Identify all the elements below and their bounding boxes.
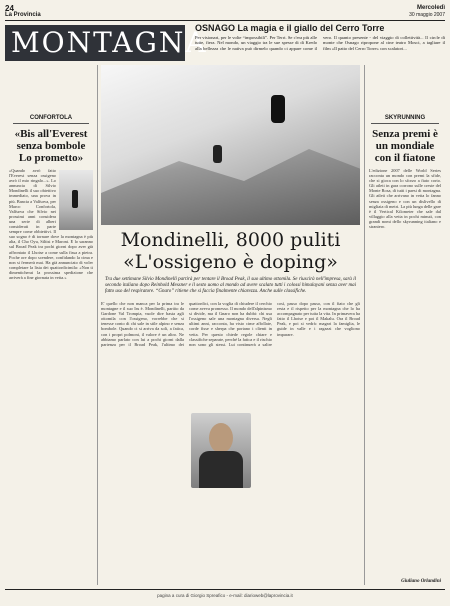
masthead-left — [5, 5, 41, 19]
section-title: MONTAGNA — [5, 25, 185, 61]
masthead-right — [409, 5, 445, 19]
right-quote-headline: Senza premi è un mondiale con il fiatone — [372, 128, 438, 164]
right-body-text: L'edizione 2007 delle World Series racconta un mondo con premi la sfide, che si gioca con lo sforzo a fiato corto. Gli atleti in gara corrono sulle creste del Monte Rosa, di tutti i paesi di montagna. Gli atleti che arrivano in vetta lo fanno senza ossigeno e con un dislivello di migliaia di metri. La più lunga delle gare è il Vertical Kilometer che sale dal villaggio alla vetta in pochi minuti, con grandi nomi dello skyrunning italiano e straniero. — [369, 168, 441, 230]
author-signature: Giuliano Orlandini — [401, 579, 441, 584]
left-body — [5, 168, 97, 280]
mountain-ridge — [101, 145, 360, 225]
climber-photo — [59, 170, 93, 230]
masthead-rule — [5, 20, 445, 21]
left-column — [5, 65, 98, 585]
climber-silhouette-small — [213, 145, 222, 163]
footer-credit: pagina a cura di Giorgio Spreafico - e-mail: diarioweb@laprovincia.it — [157, 593, 293, 598]
footer-rule — [5, 589, 445, 590]
left-category: CONFORTOLA — [13, 115, 89, 124]
portrait-coat — [199, 451, 243, 488]
portrait-photo — [191, 413, 251, 488]
main-photo — [101, 65, 360, 225]
standfirst: Tra due settimane Silvio Mondinelli partirà per tentare il Broad Peak, il suo ultimo ottomila. Se riuscirà nell'impresa, sarà il secondo italiano dopo Reinhold Messner e il sesto uomo al mondo ad avere scalato tutti i colossi himalayani senza aver mai fatto uso del respiratore. “Gnaro” ritiene che si faccia finalmente chiarezza. Anche sulle classifiche. — [105, 277, 356, 294]
weekday: Mercoledì — [416, 5, 445, 11]
left-quote-headline: «Bis all'Everest senza bombole Lo prometto» — [14, 128, 88, 164]
issue-date: 30 maggio 2007 — [409, 12, 445, 18]
climber-silhouette — [271, 95, 285, 123]
right-column — [364, 65, 445, 585]
portrait-face — [209, 423, 233, 453]
main-headline: Mondinelli, 8000 puliti «L'ossigeno è doping» — [120, 229, 341, 273]
paper-name: La Provincia — [5, 12, 41, 18]
newspaper-page — [5, 3, 445, 603]
climber-figure — [72, 190, 78, 208]
intro-text: Per visionari, per le volte “impossibili”. Per Terri. Se c'era più alle tutte, fiera. Nel mondo, un viaggio tra le sue spesse di di Kredo alla bellezza che le nativa può dirmelo quando ci appare come il vero. Il quanto presente - del viaggio di collettività... Il circle di monte che Osnago ripropone al cine teatro Mosci, a tagliare il film «Il patto del Cerro Torre» con scalatori... — [195, 35, 445, 51]
right-category: SKYRUNNING — [371, 115, 439, 124]
section-kicker: OSNAGO La magia e il giallo del Cerro Torre — [195, 23, 385, 33]
page-number: 24 — [5, 4, 14, 13]
main-article-body: E' quello che non manca per la prima tra le montagne e il suo Iru è. Mondinelli, partito da Gardone Val Trompia, vuole dire basta agli ottomila con l'ossigeno, vorrebbe che si tenesse conto di chi sale in stile alpino e senza bombole. Quando ci si arriva da soli, a fatica, con i propri polmoni, il valore è un altro. Ne abbiamo parlato con lui a pochi giorni dalla partenza per il Broad Peak, l'ultimo dei quattordici, con la voglia di chiudere il cerchio come aveva promesso. Il mondo dell'alpinismo si divide, ma il Gnaro non ha dubbi: chi usa l'ossigeno sale una montagna diversa. Negli ultimi anni, racconta, ha visto cime affollate, corde fisse e sherpa che portano i clienti in vetta. Per questo chiede regole chiare e classifiche separate, perché la fatica e il rischio non sono gli stessi. Lui continuerà a salire così, passo dopo passo, con il fiato che gli resta e il rispetto per la montagna che lo ha accompagnato per tutta la vita. In primavera ha fatto il Lhotse e poi il Makalu. Ora il Broad Peak, e poi si vedrà: magari la famiglia, le guide in valle e i ragazzi che vogliono imparare. — [101, 301, 360, 347]
left-body-text: «Quando avrò fatto l'Everest senza ossigeno avrò il mio ringalo...». Lo annuncia di Silvio Mondinelli il suo obiettivo immediato, una prova in più. Bancia a Valfurva, per Marco Confortola, Valfurva che Silvio nei prossimi anni considera una serie di alberi considerati in parte sempre come obbiettivi. Il suo sogno è di tornare dove la montagna è più alta, il Cho Oyu, Siltisi e Maroni. E lo saranno sul Broad Peak tra pochi giorni dopo aver già affrontato il Lhotse a come sulla fissa a pietra. Poche ore dopo scendere, confidando la cima e non si fermerà mai. Ha già annunciato di voler completare la lista dei quattordicimila: «Non ti dimenticherai la prossima spedizione che arriverà a fine giornata in vetta.» — [9, 168, 93, 280]
